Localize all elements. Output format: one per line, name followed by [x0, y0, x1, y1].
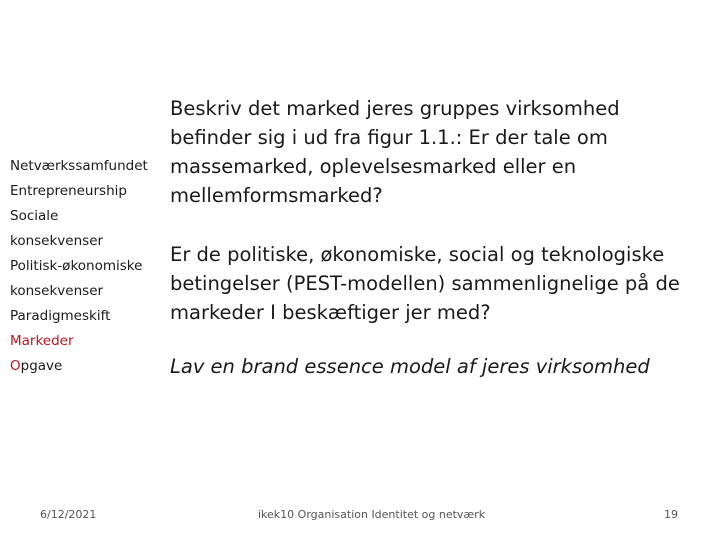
paragraph-line: massemarked, oplevelsesmarked eller en	[170, 155, 577, 178]
sidebar-item-politisk-okonomiske[interactable]: Politisk-økonomiske	[10, 258, 143, 274]
paragraph-line: markeder I beskæftiger jer med?	[170, 301, 491, 324]
footer-date: 6/12/2021	[40, 508, 97, 521]
paragraph-line: befinder sig i ud fra figur 1.1.: Er der tale om	[170, 126, 608, 149]
sidebar-item-netvaerkssamfundet[interactable]: Netværkssamfundet	[10, 158, 148, 174]
paragraph-line: Beskriv det marked jeres gruppes virksomhed	[170, 97, 620, 120]
sidebar-item-paradigmeskift[interactable]: Paradigmeskift	[10, 308, 111, 324]
footer-title: ikek10 Organisation Identitet og netværk	[258, 508, 486, 521]
sidebar-item-markeder[interactable]: Markeder	[10, 333, 74, 349]
sidebar-item-politisk-konsekvenser[interactable]: konsekvenser	[10, 283, 104, 299]
sidebar-item-entrepreneurship[interactable]: Entrepreneurship	[10, 183, 127, 199]
sidebar-nav	[10, 154, 170, 379]
paragraph-line: Er de politiske, økonomiske, social og teknologiske	[170, 243, 665, 266]
paragraph-line: betingelser (PEST-modellen) sammenlignelige på de	[170, 272, 680, 295]
sidebar-item-sociale-konsekvenser[interactable]: konsekvenser	[10, 233, 104, 249]
paragraph-line: mellemformsmarked?	[170, 184, 383, 207]
question-paragraph-1	[170, 94, 700, 210]
task-paragraph: Lav en brand essence model af jeres virksomhed	[170, 355, 650, 378]
question-paragraph-2	[170, 240, 700, 327]
sidebar-item-opgave[interactable]: Opgave	[10, 358, 63, 374]
page-number: 19	[664, 508, 678, 521]
sidebar-item-sociale[interactable]: Sociale	[10, 208, 59, 224]
